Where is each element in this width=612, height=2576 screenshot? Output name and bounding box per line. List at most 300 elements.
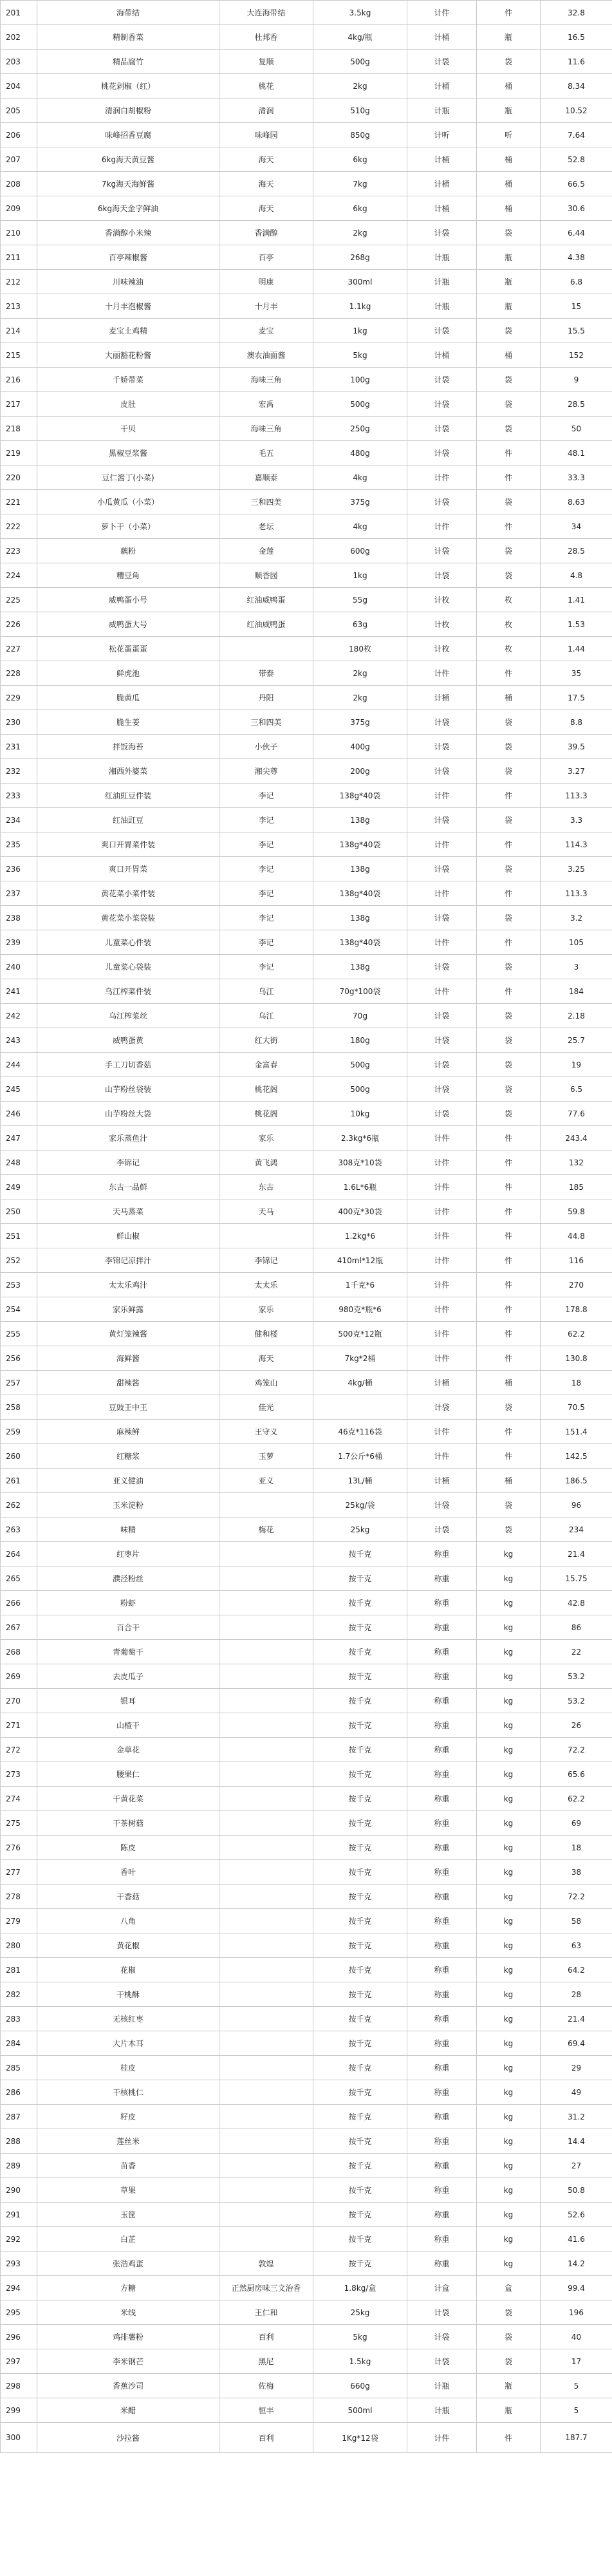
product-name-cell: 天马蒸菜 bbox=[37, 1199, 219, 1224]
unit-cell: kg bbox=[477, 1836, 541, 1860]
unit-cell: 袋 bbox=[477, 1518, 541, 1542]
table-row bbox=[1, 1664, 612, 1689]
spec-cell: 55g bbox=[313, 588, 407, 612]
spec-cell: 500克*12瓶 bbox=[313, 1322, 407, 1346]
product-name-cell: 海带结 bbox=[37, 1, 219, 25]
brand-cell bbox=[219, 1566, 313, 1591]
row-number-cell: 246 bbox=[1, 1102, 37, 1126]
row-number-cell: 247 bbox=[1, 1126, 37, 1151]
table-row bbox=[1, 1102, 612, 1126]
brand-cell: 三和四美 bbox=[219, 490, 313, 514]
brand-cell: 杜邦香 bbox=[219, 25, 313, 50]
brand-cell: 李记 bbox=[219, 832, 313, 857]
table-row bbox=[1, 2398, 612, 2423]
unit-cell: 袋 bbox=[477, 2349, 541, 2374]
brand-cell bbox=[219, 637, 313, 661]
billing-method-cell: 计袋 bbox=[407, 490, 477, 514]
product-name-cell: 无核红枣 bbox=[37, 2007, 219, 2031]
spec-cell: 按千克 bbox=[313, 2007, 407, 2031]
row-number-cell: 213 bbox=[1, 294, 37, 319]
spec-cell: 660g bbox=[313, 2374, 407, 2398]
unit-cell: 件 bbox=[477, 1224, 541, 1248]
product-name-cell: 海鲜酱 bbox=[37, 1346, 219, 1371]
table-row bbox=[1, 441, 612, 465]
billing-method-cell: 计瓶 bbox=[407, 2398, 477, 2423]
table-row bbox=[1, 1004, 612, 1028]
table-row bbox=[1, 1248, 612, 1273]
product-name-cell: 百亭辣椒酱 bbox=[37, 245, 219, 270]
price-cell: 86 bbox=[541, 1615, 612, 1640]
billing-method-cell: 计袋 bbox=[407, 2325, 477, 2349]
table-row bbox=[1, 979, 612, 1004]
table-row bbox=[1, 2129, 612, 2154]
spec-cell: 按千克 bbox=[313, 2154, 407, 2178]
product-name-cell: 山楂干 bbox=[37, 1713, 219, 1738]
spec-cell: 500g bbox=[313, 50, 407, 74]
spec-cell: 375g bbox=[313, 710, 407, 735]
price-cell: 64.2 bbox=[541, 1958, 612, 1982]
unit-cell: kg bbox=[477, 2056, 541, 2080]
product-name-cell: 干桃酥 bbox=[37, 1982, 219, 2007]
product-name-cell: 干茶树菇 bbox=[37, 1811, 219, 1836]
brand-cell: 李记 bbox=[219, 881, 313, 906]
brand-cell: 麦宝 bbox=[219, 319, 313, 343]
price-cell: 1.53 bbox=[541, 612, 612, 637]
product-name-cell: 桃花剁椒（红） bbox=[37, 74, 219, 99]
spec-cell: 63g bbox=[313, 612, 407, 637]
spec-cell: 70g bbox=[313, 1004, 407, 1028]
brand-cell: 李记 bbox=[219, 955, 313, 979]
billing-method-cell: 计袋 bbox=[407, 710, 477, 735]
row-number-cell: 202 bbox=[1, 25, 37, 50]
billing-method-cell: 计袋 bbox=[407, 368, 477, 392]
table-row bbox=[1, 50, 612, 74]
spec-cell: 按千克 bbox=[313, 1909, 407, 1933]
price-cell: 33.3 bbox=[541, 465, 612, 490]
price-cell: 14.2 bbox=[541, 2252, 612, 2276]
row-number-cell: 300 bbox=[1, 2423, 37, 2453]
price-cell: 4.8 bbox=[541, 563, 612, 588]
unit-cell: kg bbox=[477, 1909, 541, 1933]
product-name-cell: 青葡萄干 bbox=[37, 1640, 219, 1664]
billing-method-cell: 称重 bbox=[407, 1787, 477, 1811]
product-name-cell: 草果 bbox=[37, 2178, 219, 2203]
unit-cell: kg bbox=[477, 2129, 541, 2154]
billing-method-cell: 称重 bbox=[407, 2031, 477, 2056]
price-cell: 28.5 bbox=[541, 539, 612, 563]
price-cell: 3.27 bbox=[541, 759, 612, 784]
price-cell: 52.8 bbox=[541, 147, 612, 172]
spec-cell: 850g bbox=[313, 123, 407, 147]
billing-method-cell: 计枚 bbox=[407, 588, 477, 612]
spec-cell: 7kg*2桶 bbox=[313, 1346, 407, 1371]
row-number-cell: 239 bbox=[1, 930, 37, 955]
brand-cell: 带泰 bbox=[219, 661, 313, 686]
brand-cell bbox=[219, 1909, 313, 1933]
price-cell: 77.6 bbox=[541, 1102, 612, 1126]
unit-cell: 件 bbox=[477, 2423, 541, 2453]
billing-method-cell: 计袋 bbox=[407, 759, 477, 784]
table-row bbox=[1, 245, 612, 270]
brand-cell: 明康 bbox=[219, 270, 313, 294]
unit-cell: 瓶 bbox=[477, 2398, 541, 2423]
brand-cell bbox=[219, 2080, 313, 2105]
row-number-cell: 295 bbox=[1, 2300, 37, 2325]
product-name-cell: 拌饭海苔 bbox=[37, 735, 219, 759]
billing-method-cell: 计瓶 bbox=[407, 245, 477, 270]
unit-cell: kg bbox=[477, 1713, 541, 1738]
product-name-cell: 小瓜黄瓜（小菜） bbox=[37, 490, 219, 514]
product-name-cell: 米线 bbox=[37, 2300, 219, 2325]
row-number-cell: 235 bbox=[1, 832, 37, 857]
table-row bbox=[1, 686, 612, 710]
spec-cell: 按千克 bbox=[313, 1566, 407, 1591]
product-name-cell: 糟豆角 bbox=[37, 563, 219, 588]
billing-method-cell: 计袋 bbox=[407, 1518, 477, 1542]
product-name-cell: 黑椒豆浆酱 bbox=[37, 441, 219, 465]
billing-method-cell: 称重 bbox=[407, 1958, 477, 1982]
price-cell: 5 bbox=[541, 2374, 612, 2398]
price-cell: 21.4 bbox=[541, 1542, 612, 1566]
billing-method-cell: 称重 bbox=[407, 1836, 477, 1860]
brand-cell: 海天 bbox=[219, 147, 313, 172]
product-name-cell: 李锦记凉拌汁 bbox=[37, 1248, 219, 1273]
brand-cell: 海天 bbox=[219, 1346, 313, 1371]
billing-method-cell: 计件 bbox=[407, 1420, 477, 1444]
brand-cell: 梅花 bbox=[219, 1518, 313, 1542]
price-cell: 52.6 bbox=[541, 2203, 612, 2227]
table-row bbox=[1, 221, 612, 245]
brand-cell bbox=[219, 2056, 313, 2080]
spec-cell: 按千克 bbox=[313, 2227, 407, 2252]
row-number-cell: 245 bbox=[1, 1077, 37, 1102]
billing-method-cell: 称重 bbox=[407, 1909, 477, 1933]
unit-cell: 桶 bbox=[477, 343, 541, 368]
spec-cell: 1.1kg bbox=[313, 294, 407, 319]
row-number-cell: 299 bbox=[1, 2398, 37, 2423]
spec-cell: 按千克 bbox=[313, 2129, 407, 2154]
brand-cell: 香满醇 bbox=[219, 221, 313, 245]
price-cell: 186.5 bbox=[541, 1469, 612, 1493]
table-row bbox=[1, 563, 612, 588]
spec-cell: 10kg bbox=[313, 1102, 407, 1126]
unit-cell: 袋 bbox=[477, 2300, 541, 2325]
spec-cell: 308克*10袋 bbox=[313, 1151, 407, 1175]
billing-method-cell: 称重 bbox=[407, 1591, 477, 1615]
row-number-cell: 237 bbox=[1, 881, 37, 906]
spec-cell: 按千克 bbox=[313, 1713, 407, 1738]
row-number-cell: 221 bbox=[1, 490, 37, 514]
row-number-cell: 257 bbox=[1, 1371, 37, 1395]
product-name-cell: 川味辣油 bbox=[37, 270, 219, 294]
price-cell: 63 bbox=[541, 1933, 612, 1958]
billing-method-cell: 计桶 bbox=[407, 74, 477, 99]
row-number-cell: 294 bbox=[1, 2276, 37, 2300]
unit-cell: 件 bbox=[477, 1126, 541, 1151]
table-row bbox=[1, 2252, 612, 2276]
unit-cell: 瓶 bbox=[477, 99, 541, 123]
price-cell: 38 bbox=[541, 1860, 612, 1885]
row-number-cell: 296 bbox=[1, 2325, 37, 2349]
table-row bbox=[1, 343, 612, 368]
price-cell: 69.4 bbox=[541, 2031, 612, 2056]
product-name-cell: 粉虾 bbox=[37, 1591, 219, 1615]
price-cell: 28 bbox=[541, 1982, 612, 2007]
billing-method-cell: 计件 bbox=[407, 1151, 477, 1175]
unit-cell: 件 bbox=[477, 784, 541, 808]
price-cell: 62.2 bbox=[541, 1322, 612, 1346]
row-number-cell: 293 bbox=[1, 2252, 37, 2276]
price-cell: 3 bbox=[541, 955, 612, 979]
table-row bbox=[1, 2349, 612, 2374]
price-table-body bbox=[1, 1, 612, 2453]
billing-method-cell: 称重 bbox=[407, 1982, 477, 2007]
price-cell: 50.8 bbox=[541, 2178, 612, 2203]
table-row bbox=[1, 1811, 612, 1836]
brand-cell: 海天 bbox=[219, 196, 313, 221]
product-name-cell: 精品腐竹 bbox=[37, 50, 219, 74]
price-cell: 113.3 bbox=[541, 784, 612, 808]
brand-cell: 李记 bbox=[219, 808, 313, 832]
row-number-cell: 240 bbox=[1, 955, 37, 979]
brand-cell bbox=[219, 1811, 313, 1836]
spec-cell: 5kg bbox=[313, 2325, 407, 2349]
price-cell: 49 bbox=[541, 2080, 612, 2105]
spec-cell: 138g*40袋 bbox=[313, 784, 407, 808]
price-cell: 130.8 bbox=[541, 1346, 612, 1371]
table-row bbox=[1, 1787, 612, 1811]
price-cell: 42.8 bbox=[541, 1591, 612, 1615]
product-name-cell: 湘西外婆菜 bbox=[37, 759, 219, 784]
brand-cell bbox=[219, 1615, 313, 1640]
table-row bbox=[1, 294, 612, 319]
price-cell: 116 bbox=[541, 1248, 612, 1273]
brand-cell bbox=[219, 2007, 313, 2031]
row-number-cell: 206 bbox=[1, 123, 37, 147]
row-number-cell: 275 bbox=[1, 1811, 37, 1836]
billing-method-cell: 计桶 bbox=[407, 147, 477, 172]
price-cell: 187.7 bbox=[541, 2423, 612, 2453]
unit-cell: 桶 bbox=[477, 74, 541, 99]
table-row bbox=[1, 1738, 612, 1762]
table-row bbox=[1, 1493, 612, 1518]
spec-cell: 1Kg*12袋 bbox=[313, 2423, 407, 2453]
price-cell: 270 bbox=[541, 1273, 612, 1297]
billing-method-cell: 计件 bbox=[407, 1273, 477, 1297]
price-cell: 6.8 bbox=[541, 270, 612, 294]
billing-method-cell: 称重 bbox=[407, 1689, 477, 1713]
table-row bbox=[1, 2154, 612, 2178]
table-row bbox=[1, 784, 612, 808]
unit-cell: 桶 bbox=[477, 147, 541, 172]
price-cell: 35 bbox=[541, 661, 612, 686]
spec-cell: 410ml*12瓶 bbox=[313, 1248, 407, 1273]
product-name-cell: 红枣片 bbox=[37, 1542, 219, 1566]
unit-cell: 件 bbox=[477, 1346, 541, 1371]
table-row bbox=[1, 1933, 612, 1958]
unit-cell: 件 bbox=[477, 441, 541, 465]
billing-method-cell: 计件 bbox=[407, 1199, 477, 1224]
spec-cell: 25kg bbox=[313, 2300, 407, 2325]
billing-method-cell: 计桶 bbox=[407, 196, 477, 221]
table-row bbox=[1, 1297, 612, 1322]
table-row bbox=[1, 1224, 612, 1248]
unit-cell: kg bbox=[477, 1615, 541, 1640]
spec-cell: 按千克 bbox=[313, 2178, 407, 2203]
brand-cell: 海味三角 bbox=[219, 368, 313, 392]
billing-method-cell: 计桶 bbox=[407, 343, 477, 368]
brand-cell: 老坛 bbox=[219, 514, 313, 539]
price-cell: 18 bbox=[541, 1836, 612, 1860]
spec-cell: 980克*瓶*6 bbox=[313, 1297, 407, 1322]
unit-cell: kg bbox=[477, 2203, 541, 2227]
brand-cell: 味峰园 bbox=[219, 123, 313, 147]
billing-method-cell: 称重 bbox=[407, 1542, 477, 1566]
table-row bbox=[1, 2080, 612, 2105]
unit-cell: 袋 bbox=[477, 2325, 541, 2349]
unit-cell: 袋 bbox=[477, 1395, 541, 1420]
price-cell: 3.25 bbox=[541, 857, 612, 881]
spec-cell: 按千克 bbox=[313, 2105, 407, 2129]
spec-cell: 按千克 bbox=[313, 1933, 407, 1958]
table-row bbox=[1, 808, 612, 832]
price-cell: 16.5 bbox=[541, 25, 612, 50]
table-row bbox=[1, 661, 612, 686]
table-row bbox=[1, 906, 612, 930]
price-cell: 8.8 bbox=[541, 710, 612, 735]
billing-method-cell: 计桶 bbox=[407, 25, 477, 50]
price-cell: 19 bbox=[541, 1053, 612, 1077]
spec-cell: 138g*40袋 bbox=[313, 881, 407, 906]
table-row bbox=[1, 172, 612, 196]
brand-cell: 太太乐 bbox=[219, 1273, 313, 1297]
billing-method-cell: 计袋 bbox=[407, 1004, 477, 1028]
row-number-cell: 287 bbox=[1, 2105, 37, 2129]
billing-method-cell: 称重 bbox=[407, 2154, 477, 2178]
row-number-cell: 229 bbox=[1, 686, 37, 710]
product-name-cell: 去皮瓜子 bbox=[37, 1664, 219, 1689]
unit-cell: 件 bbox=[477, 1199, 541, 1224]
brand-cell bbox=[219, 1591, 313, 1615]
price-cell: 8.34 bbox=[541, 74, 612, 99]
billing-method-cell: 计桶 bbox=[407, 1371, 477, 1395]
table-row bbox=[1, 1028, 612, 1053]
unit-cell: 袋 bbox=[477, 1077, 541, 1102]
row-number-cell: 232 bbox=[1, 759, 37, 784]
spec-cell: 1kg bbox=[313, 319, 407, 343]
row-number-cell: 219 bbox=[1, 441, 37, 465]
product-name-cell: 濮泾粉丝 bbox=[37, 1566, 219, 1591]
unit-cell: kg bbox=[477, 1591, 541, 1615]
row-number-cell: 266 bbox=[1, 1591, 37, 1615]
spec-cell: 13L/桶 bbox=[313, 1469, 407, 1493]
table-row bbox=[1, 1273, 612, 1297]
row-number-cell: 262 bbox=[1, 1493, 37, 1518]
brand-cell bbox=[219, 2105, 313, 2129]
unit-cell: 袋 bbox=[477, 710, 541, 735]
spec-cell: 1.5kg bbox=[313, 2349, 407, 2374]
row-number-cell: 204 bbox=[1, 74, 37, 99]
product-name-cell: 腰果仁 bbox=[37, 1762, 219, 1787]
billing-method-cell: 计盒 bbox=[407, 2276, 477, 2300]
price-cell: 22 bbox=[541, 1640, 612, 1664]
table-row bbox=[1, 2374, 612, 2398]
brand-cell bbox=[219, 1493, 313, 1518]
row-number-cell: 241 bbox=[1, 979, 37, 1004]
table-row bbox=[1, 1885, 612, 1909]
product-name-cell: 苗香 bbox=[37, 2154, 219, 2178]
billing-method-cell: 计袋 bbox=[407, 857, 477, 881]
price-cell: 15.5 bbox=[541, 319, 612, 343]
unit-cell: 件 bbox=[477, 1420, 541, 1444]
spec-cell: 按千克 bbox=[313, 1640, 407, 1664]
spec-cell: 600g bbox=[313, 539, 407, 563]
price-cell: 32.8 bbox=[541, 1, 612, 25]
table-row bbox=[1, 319, 612, 343]
billing-method-cell: 计件 bbox=[407, 930, 477, 955]
product-name-cell: 7kg海天海鲜酱 bbox=[37, 172, 219, 196]
table-row bbox=[1, 881, 612, 906]
row-number-cell: 224 bbox=[1, 563, 37, 588]
row-number-cell: 286 bbox=[1, 2080, 37, 2105]
billing-method-cell: 称重 bbox=[407, 1811, 477, 1836]
table-row bbox=[1, 490, 612, 514]
unit-cell: 枚 bbox=[477, 588, 541, 612]
billing-method-cell: 计袋 bbox=[407, 955, 477, 979]
row-number-cell: 226 bbox=[1, 612, 37, 637]
row-number-cell: 279 bbox=[1, 1909, 37, 1933]
row-number-cell: 211 bbox=[1, 245, 37, 270]
brand-cell: 李记 bbox=[219, 784, 313, 808]
row-number-cell: 228 bbox=[1, 661, 37, 686]
price-cell: 28.5 bbox=[541, 392, 612, 417]
product-name-cell: 香叶 bbox=[37, 1860, 219, 1885]
brand-cell: 李记 bbox=[219, 930, 313, 955]
price-cell: 30.6 bbox=[541, 196, 612, 221]
billing-method-cell: 计袋 bbox=[407, 2349, 477, 2374]
table-row bbox=[1, 2178, 612, 2203]
billing-method-cell: 计袋 bbox=[407, 1493, 477, 1518]
unit-cell: kg bbox=[477, 2178, 541, 2203]
table-row bbox=[1, 539, 612, 563]
product-name-cell: 千娇带菜 bbox=[37, 368, 219, 392]
billing-method-cell: 称重 bbox=[407, 1640, 477, 1664]
spec-cell: 138g bbox=[313, 955, 407, 979]
row-number-cell: 268 bbox=[1, 1640, 37, 1664]
unit-cell: 件 bbox=[477, 1248, 541, 1273]
billing-method-cell: 称重 bbox=[407, 2007, 477, 2031]
row-number-cell: 225 bbox=[1, 588, 37, 612]
brand-cell: 恒丰 bbox=[219, 2398, 313, 2423]
price-cell: 72.2 bbox=[541, 1738, 612, 1762]
brand-cell: 大连海带结 bbox=[219, 1, 313, 25]
brand-cell: 湘尖尊 bbox=[219, 759, 313, 784]
row-number-cell: 291 bbox=[1, 2203, 37, 2227]
product-name-cell: 玉筐 bbox=[37, 2203, 219, 2227]
brand-cell: 桃花 bbox=[219, 74, 313, 99]
brand-cell: 复顺 bbox=[219, 50, 313, 74]
brand-cell bbox=[219, 1762, 313, 1787]
spec-cell: 4kg bbox=[313, 465, 407, 490]
price-cell: 10.52 bbox=[541, 99, 612, 123]
billing-method-cell: 计袋 bbox=[407, 441, 477, 465]
row-number-cell: 290 bbox=[1, 2178, 37, 2203]
brand-cell: 顺香园 bbox=[219, 563, 313, 588]
product-name-cell: 儿童菜心件装 bbox=[37, 930, 219, 955]
table-row bbox=[1, 1420, 612, 1444]
unit-cell: 件 bbox=[477, 1151, 541, 1175]
row-number-cell: 278 bbox=[1, 1885, 37, 1909]
